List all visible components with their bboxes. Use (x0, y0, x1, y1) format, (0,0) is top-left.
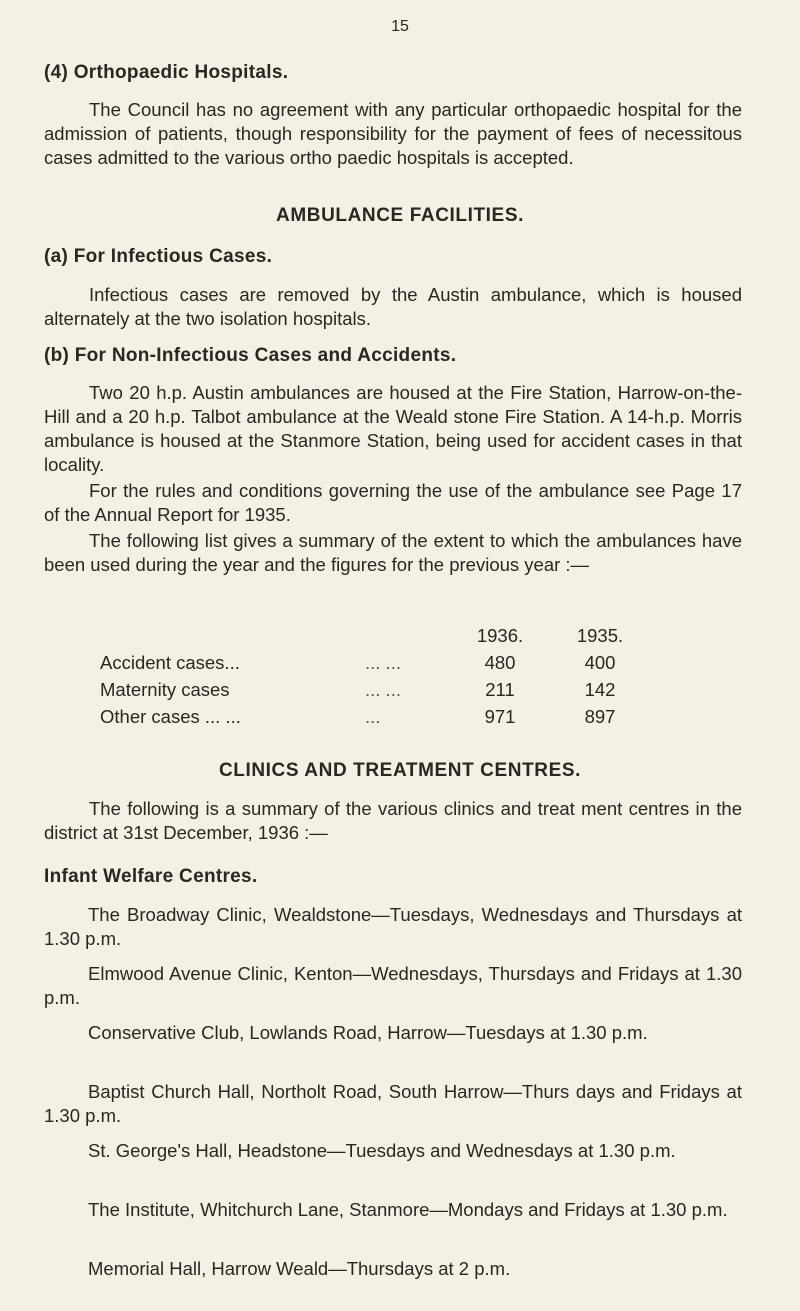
infectious-heading: (a) For Infectious Cases. (44, 246, 273, 267)
orthopaedic-text: The Council has no agreement with any particular orthopaedic hospital for the admission of patients, though responsibility for the payment of fees of necessitous cases admitted to the various ortho paedic hospitals is accepted. (44, 99, 742, 168)
infectious-paragraph (44, 283, 742, 331)
clinic-entry (44, 1257, 742, 1281)
value-1936: 480 (484, 651, 516, 673)
clinic-entry (44, 1198, 742, 1222)
table-row (100, 676, 650, 703)
row-leader-dots: ... ... (365, 651, 401, 673)
infectious-text: Infectious cases are removed by the Austin ambulance, which is housed alternately at the two isolation hospitals. (44, 284, 742, 329)
table-row (100, 703, 650, 730)
clinic-entry-text: St. George's Hall, Headstone—Tuesdays and Wednesdays at 1.30 p.m. (88, 1140, 676, 1161)
table-row (100, 649, 650, 676)
value-1935: 400 (584, 651, 616, 673)
clinic-entry (44, 1021, 742, 1045)
clinics-intro-text: The following is a summary of the various clinics and treat ment centres in the district at 31st December, 1936 :— (44, 798, 742, 843)
value-1936: 971 (484, 705, 516, 727)
page-number: 15 (391, 18, 409, 35)
clinics-intro-paragraph (44, 797, 742, 845)
column-header-1935: 1935. (576, 624, 624, 646)
clinic-entry-text: Memorial Hall, Harrow Weald—Thursdays at 2 p.m. (88, 1258, 511, 1279)
infant-welfare-heading: Infant Welfare Centres. (44, 866, 258, 887)
clinic-entry-text: The Broadway Clinic, Wealdstone—Tuesdays, Wednesdays and Thursdays at 1.30 p.m. (44, 904, 742, 949)
clinic-entry-text: Conservative Club, Lowlands Road, Harrow—Tuesdays at 1.30 p.m. (88, 1022, 648, 1043)
clinic-entry (44, 903, 742, 951)
value-1935: 897 (584, 705, 616, 727)
clinic-entry (44, 1139, 742, 1163)
non-infectious-paragraph (44, 381, 742, 477)
clinics-title: CLINICS AND TREATMENT CENTRES. (218, 760, 582, 781)
summary-paragraph (44, 529, 742, 577)
orthopaedic-paragraph (44, 98, 742, 170)
summary-text: The following list gives a summary of the extent to which the ambulances have been used during the year and the figures for the previous year :— (44, 530, 742, 575)
value-1936: 211 (485, 678, 515, 700)
clinic-entry-text: Elmwood Avenue Clinic, Kenton—Wednesdays, Thursdays and Fridays at 1.30 p.m. (44, 963, 742, 1008)
clinic-entry-text: Baptist Church Hall, Northolt Road, South Harrow—Thurs days and Fridays at 1.30 p.m. (44, 1081, 742, 1126)
row-label: Accident cases... (100, 651, 240, 673)
rules-text: For the rules and conditions governing the use of the ambulance see Page 17 of the Annual Report for 1935. (44, 480, 742, 525)
clinic-entry (44, 1080, 742, 1128)
row-leader-dots: ... ... (365, 678, 401, 700)
row-label: Maternity cases (100, 678, 230, 700)
ambulance-title: AMBULANCE FACILITIES. (276, 205, 524, 226)
non-infectious-heading: (b) For Non-Infectious Cases and Accidents. (44, 345, 457, 366)
value-1935: 142 (584, 678, 616, 700)
clinic-entry-text: The Institute, Whitchurch Lane, Stanmore—Mondays and Fridays at 1.30 p.m. (88, 1199, 728, 1220)
clinic-entry (44, 962, 742, 1010)
column-header-1936: 1936. (476, 624, 524, 646)
orthopaedic-heading: (4) Orthopaedic Hospitals. (44, 62, 289, 83)
non-infectious-text: Two 20 h.p. Austin ambulances are housed at the Fire Station, Harrow-on-the-Hill and a 20 h.p. Talbot ambulance at the Weald stone Fire Station. A 14-h.p. Morris ambulance is housed at the Stanmore Station, being used for accident cases in that locality. (44, 382, 742, 475)
row-leader-dots: ... (365, 705, 381, 727)
table-header-row (100, 622, 650, 649)
rules-paragraph (44, 479, 742, 527)
ambulance-usage-table (100, 622, 650, 730)
row-label: Other cases ... ... (100, 705, 241, 727)
